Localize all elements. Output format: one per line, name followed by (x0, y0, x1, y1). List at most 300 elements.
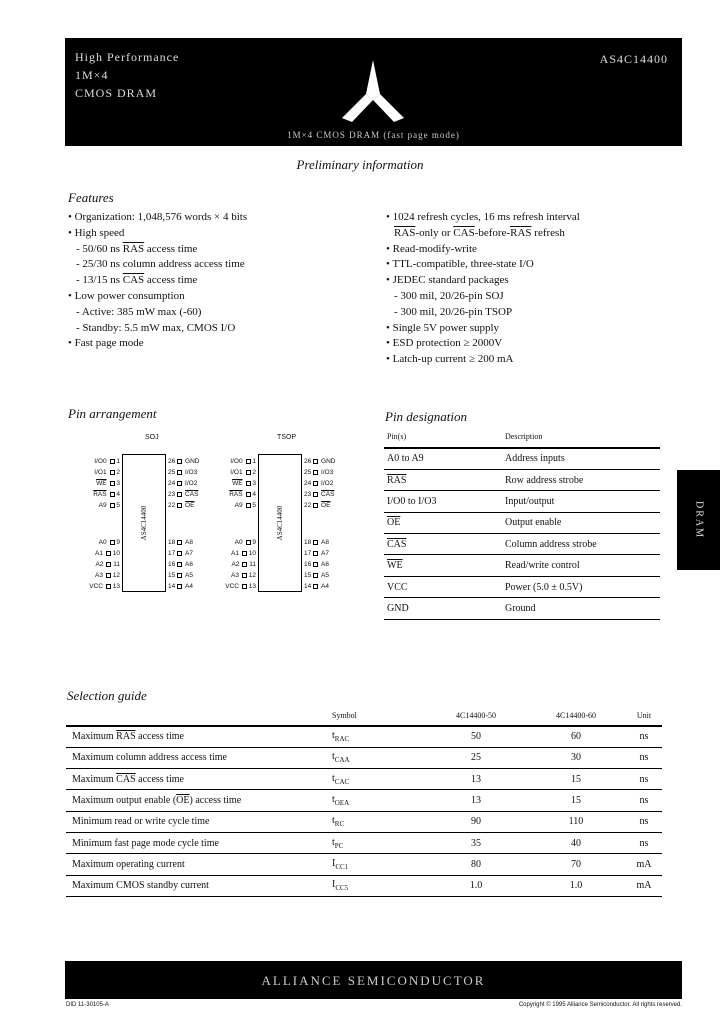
pin-number: 4 (114, 491, 120, 498)
description-cell: Input/output (502, 491, 660, 512)
pin-box (313, 492, 318, 497)
pin-right (304, 539, 329, 546)
feature-text: 13/15 ns (82, 274, 123, 287)
description-cell: Row address strobe (502, 469, 660, 490)
pin-number: 2 (250, 469, 256, 476)
pin-number: 11 (247, 561, 256, 568)
pin-box (313, 503, 318, 508)
value-60-cell: 15 (526, 790, 626, 811)
pin-number: 12 (246, 572, 256, 579)
feature-bullet: • (68, 337, 75, 350)
pin-box (313, 540, 318, 545)
pin-number: 4 (250, 491, 256, 498)
value-50-cell: 13 (426, 769, 526, 790)
pin-box (177, 470, 182, 475)
header-line-3: CMOS DRAM (75, 86, 158, 100)
pin-signal: A5 (321, 572, 329, 579)
pin-number: 15 (304, 572, 314, 579)
feature-bullet: • (386, 321, 393, 334)
pin-right (304, 583, 329, 590)
symbol-letter: I (332, 857, 336, 869)
selection-row (66, 790, 662, 811)
pin-designation-table (384, 428, 660, 620)
feature-item (386, 242, 580, 258)
pin-signal: A3 (95, 572, 103, 579)
pin-signal: $\overline{OE}$ (321, 502, 331, 509)
pin-cell (384, 555, 502, 576)
copyright: Copyright © 1995 Alliance Semiconductor. All rights reserved. (518, 1002, 682, 1008)
overbar-signal: $\overline{RAS}$ (116, 731, 136, 743)
pin-right (304, 458, 336, 465)
pin-box (313, 551, 318, 556)
pin-designation-row (384, 598, 660, 619)
symbol-cell (326, 769, 426, 790)
pin-left (95, 561, 120, 568)
column-header: Symbol (326, 708, 426, 726)
pin-name: VCC (387, 581, 408, 593)
chip-body (122, 454, 166, 592)
parameter-cell (66, 790, 326, 811)
header-banner (65, 38, 682, 146)
symbol-letter: t (332, 730, 335, 742)
text-span: access time (135, 731, 184, 743)
pin-box (177, 459, 182, 464)
doc-id: DID 11-30105-A (66, 1002, 109, 1008)
pin-number: 26 (304, 458, 314, 465)
feature-text: Organization: 1,048,576 words × 4 bits (74, 211, 248, 223)
pin-number: 5 (114, 502, 120, 509)
feature-text: -before- (474, 226, 511, 239)
header-line-1: High Performance (75, 50, 180, 64)
pin-cell (384, 534, 502, 555)
feature-item (386, 210, 580, 226)
pin-signal: A6 (185, 561, 193, 568)
pin-right (304, 572, 329, 579)
symbol-letter: t (332, 794, 335, 806)
pin-cell (384, 448, 502, 469)
pin-left (99, 539, 120, 546)
pin-signal: A0 (98, 539, 107, 546)
pin-right (168, 583, 193, 590)
overbar-signal: $\overline{OE}$ (176, 795, 190, 807)
unit-cell: ns (626, 726, 662, 747)
pin-left (93, 491, 120, 498)
description-cell: Column address strobe (502, 534, 660, 555)
feature-text: Active: 385 mW max (-60) (81, 305, 202, 318)
pin-box (313, 481, 318, 486)
pin-number: 11 (111, 561, 120, 568)
unit-cell: ns (626, 790, 662, 811)
pin-signal: VCC (89, 583, 103, 590)
pin-left (230, 469, 256, 476)
pin-number: 1 (250, 458, 256, 465)
pin-designation-row (384, 534, 660, 555)
feature-text: Single 5V power supply (392, 321, 500, 334)
parameter-cell (66, 769, 326, 790)
pin-signal: GND (185, 458, 200, 465)
selection-row (66, 747, 662, 768)
symbol-subscript: RAC (334, 735, 350, 744)
parameter-cell: Minimum fast page mode cycle time (66, 832, 326, 853)
pin-left (231, 561, 256, 568)
pin-right (168, 550, 193, 557)
overbar-signal: $\overline{CAS}$ (122, 274, 145, 287)
unit-cell: ns (626, 769, 662, 790)
pin-number: 13 (110, 583, 120, 590)
selection-row (66, 726, 662, 747)
overbar-signal: $\overline{CAS}$ (116, 773, 136, 785)
pin-signal: A5 (185, 572, 193, 579)
pin-designation-row (384, 491, 660, 512)
value-50-cell: 25 (426, 747, 526, 768)
pin-signal: A8 (185, 539, 193, 546)
pin-box (313, 459, 318, 464)
feature-text: TTL-compatible, three-state I/O (392, 258, 534, 271)
pin-box (177, 503, 182, 508)
pin-number: 1 (114, 458, 120, 465)
pin-designation-row (384, 555, 660, 576)
feature-item (68, 336, 247, 352)
pin-number: 24 (304, 480, 314, 487)
pin-designation-row (384, 512, 660, 533)
parameter-cell: Minimum read or write cycle time (66, 811, 326, 832)
feature-item (68, 321, 247, 337)
symbol-cell (326, 875, 426, 896)
feature-bullet: - (76, 321, 83, 334)
description-cell: Ground (502, 598, 660, 619)
feature-bullet: - (76, 305, 82, 318)
pin-number: 24 (168, 480, 178, 487)
value-60-cell: 70 (526, 854, 626, 875)
feature-bullet: • (68, 211, 75, 223)
pin-number: 14 (304, 583, 314, 590)
pin-signal: A8 (321, 539, 329, 546)
pin-designation-row (384, 469, 660, 490)
pin-signal: A2 (231, 561, 240, 568)
feature-text: High speed (74, 226, 125, 239)
dram-side-tab (677, 470, 720, 570)
pin-right (168, 561, 193, 568)
value-50-cell: 80 (426, 854, 526, 875)
feature-text: access time (144, 274, 198, 287)
selection-row (66, 832, 662, 853)
feature-item (386, 289, 580, 305)
symbol-cell (326, 811, 426, 832)
pin-right (304, 469, 333, 476)
pin-number: 9 (250, 539, 256, 546)
parameter-cell: Maximum column address access time (66, 747, 326, 768)
pin-number: 23 (304, 491, 314, 498)
pin-designation-row (384, 576, 660, 597)
pin-signal: A2 (95, 561, 104, 568)
symbol-cell (326, 790, 426, 811)
unit-cell: ns (626, 811, 662, 832)
pin-left (235, 502, 256, 509)
pin-box (313, 584, 318, 589)
pin-right (168, 469, 197, 476)
pin-box (313, 573, 318, 578)
pin-number: 17 (304, 550, 314, 557)
pin-name: GND (387, 602, 409, 614)
pin-box (177, 551, 182, 556)
symbol-cell (326, 854, 426, 875)
pin-name: $\overline{RAS}$ (387, 474, 407, 486)
pin-signal: $\overline{OE}$ (185, 502, 195, 509)
feature-text: 50/60 ns (82, 242, 123, 255)
pin-right (304, 480, 333, 487)
pin-number: 22 (168, 502, 178, 509)
feature-bullet: • (68, 226, 75, 239)
feature-bullet: - (394, 305, 401, 318)
footer-company: ALLIANCE SEMICONDUCTOR (261, 973, 486, 988)
value-50-cell: 13 (426, 790, 526, 811)
pin-signal: I/O2 (321, 480, 334, 487)
pin-signal: A7 (321, 550, 329, 557)
col-pins: Pin(s) (384, 428, 502, 448)
unit-cell: ns (626, 747, 662, 768)
pin-number: 16 (168, 561, 178, 568)
feature-item (386, 352, 580, 368)
value-60-cell: 40 (526, 832, 626, 853)
pin-signal: A1 (231, 550, 239, 557)
pin-number: 13 (246, 583, 256, 590)
pin-left (94, 469, 120, 476)
selection-guide-table (66, 708, 662, 897)
pin-signal: VCC (225, 583, 239, 590)
symbol-letter: t (332, 751, 335, 763)
pin-signal: I/O0 (94, 458, 107, 465)
pin-box (177, 540, 182, 545)
feature-bullet: • (386, 274, 393, 287)
feature-text: ESD protection ≥ 2000V (392, 337, 503, 350)
pin-signal: I/O3 (321, 469, 334, 476)
pin-signal: I/O0 (230, 458, 243, 465)
pin-left (231, 550, 256, 557)
pin-left (235, 539, 256, 546)
feature-bullet: • (386, 337, 393, 350)
pin-cell (384, 469, 502, 490)
unit-cell: mA (626, 854, 662, 875)
pin-number: 15 (168, 572, 178, 579)
pin-left (231, 572, 256, 579)
pin-left (95, 572, 120, 579)
text-span: Maximum (72, 773, 117, 785)
pin-number: 25 (168, 469, 178, 476)
pin-right (168, 458, 200, 465)
pin-signal: A9 (98, 502, 107, 509)
pin-designation-row (384, 448, 660, 469)
feature-item (386, 273, 580, 289)
text-span: Maximum output enable ( (72, 795, 177, 807)
feature-item (68, 273, 247, 289)
pin-left (95, 550, 120, 557)
value-50-cell: 35 (426, 832, 526, 853)
feature-text: Read-modify-write (392, 242, 477, 255)
feature-text: Fast page mode (74, 337, 144, 350)
pin-signal: A4 (185, 583, 193, 590)
pin-number: 2 (114, 469, 120, 476)
pin-signal: I/O1 (230, 469, 243, 476)
symbol-subscript: RC (334, 820, 345, 829)
symbol-cell (326, 726, 426, 747)
package-name-soj: SOJ (145, 434, 159, 441)
pin-number: 25 (304, 469, 314, 476)
pin-number: 22 (304, 502, 314, 509)
chip-body (258, 454, 302, 592)
pin-signal: $\overline{CAS}$ (321, 491, 335, 498)
text-span: Maximum (72, 731, 117, 743)
pin-number: 5 (250, 502, 256, 509)
header-line-2: 1M×4 (75, 68, 109, 82)
symbol-cell (326, 832, 426, 853)
pin-left (229, 491, 256, 498)
text-span: access time (135, 773, 184, 785)
pin-signal: A6 (321, 561, 329, 568)
selection-row (66, 854, 662, 875)
symbol-subscript: OEA (334, 799, 350, 808)
feature-text: 1024 refresh cycles, 16 ms refresh interval (392, 211, 580, 223)
symbol-subscript: PC (334, 841, 344, 850)
feature-text: Latch-up current ≥ 200 mA (392, 353, 514, 366)
text-span: ) access time (189, 795, 242, 807)
column-header: Unit (626, 708, 662, 726)
feature-item (68, 210, 247, 226)
pin-number: 10 (246, 550, 256, 557)
footer-banner (65, 961, 682, 999)
feature-bullet: • (68, 289, 75, 302)
pin-name: I/O0 to I/O3 (387, 495, 437, 507)
pin-number: 17 (168, 550, 178, 557)
pin-signal: A4 (321, 583, 329, 590)
symbol-letter: t (332, 815, 335, 827)
pin-left (230, 458, 256, 465)
pin-designation-heading: Pin designation (385, 409, 467, 424)
feature-text: JEDEC standard packages (392, 274, 509, 287)
features-right-list (386, 210, 580, 368)
parameter-cell: Maximum operating current (66, 854, 326, 875)
pin-box (313, 562, 318, 567)
unit-cell: mA (626, 875, 662, 896)
pin-signal: I/O2 (185, 480, 198, 487)
pin-number: 14 (168, 583, 178, 590)
feature-bullet: • (386, 211, 393, 223)
pin-signal: I/O3 (185, 469, 198, 476)
pin-signal: $\overline{RAS}$ (229, 491, 243, 498)
overbar-signal: $\overline{RAS}$ (394, 226, 416, 239)
feature-bullet: - (76, 258, 83, 271)
chip-label: AS4C14400 (276, 505, 284, 541)
pin-signal: I/O1 (94, 469, 107, 476)
pin-box (177, 562, 182, 567)
column-header: 4C14400-60 (526, 708, 626, 726)
symbol-subscript: CC1 (335, 862, 349, 871)
parameter-cell: Maximum CMOS standby current (66, 875, 326, 896)
selection-row (66, 769, 662, 790)
value-60-cell: 30 (526, 747, 626, 768)
feature-text: Low power consumption (74, 289, 185, 302)
pin-left (96, 480, 120, 487)
value-60-cell: 15 (526, 769, 626, 790)
feature-text: -only or (415, 226, 454, 239)
pin-right (168, 491, 198, 498)
pin-signal: A1 (95, 550, 103, 557)
pin-left (99, 502, 120, 509)
pin-cell (384, 598, 502, 619)
symbol-letter: t (332, 772, 335, 784)
pin-right (168, 502, 194, 509)
pin-box (177, 573, 182, 578)
pin-right (304, 561, 329, 568)
value-60-cell: 60 (526, 726, 626, 747)
pin-left (89, 583, 120, 590)
feature-item (68, 289, 247, 305)
feature-item (68, 226, 247, 242)
feature-text: access time (144, 242, 198, 255)
pin-right (304, 502, 330, 509)
pin-right (168, 539, 193, 546)
unit-cell: ns (626, 832, 662, 853)
pin-number: 26 (168, 458, 178, 465)
feature-bullet: - (394, 289, 401, 302)
symbol-letter: I (332, 879, 336, 891)
pin-signal: $\overline{WE}$ (232, 480, 243, 487)
pin-box (177, 481, 182, 486)
symbol-subscript: CC5 (335, 884, 349, 893)
pin-number: 3 (250, 480, 256, 487)
description-cell: Power (5.0 ± 0.5V) (502, 576, 660, 597)
feature-text: 300 mil, 20/26-pin SOJ (400, 289, 504, 302)
value-60-cell: 110 (526, 811, 626, 832)
side-tab-label: DRAM (693, 500, 704, 540)
feature-item (386, 336, 580, 352)
pin-number: 3 (114, 480, 120, 487)
pin-number: 12 (110, 572, 120, 579)
features-heading: Features (68, 190, 114, 205)
value-60-cell: 1.0 (526, 875, 626, 896)
alliance-logo-icon (338, 56, 408, 128)
pin-cell (384, 512, 502, 533)
pin-cell (384, 491, 502, 512)
feature-bullet: - (76, 242, 83, 255)
pin-signal: $\overline{CAS}$ (185, 491, 199, 498)
description-cell: Read/write control (502, 555, 660, 576)
value-50-cell: 90 (426, 811, 526, 832)
pin-left (225, 583, 256, 590)
feature-bullet: • (386, 242, 393, 255)
description-cell: Output enable (502, 512, 660, 533)
pin-name: $\overline{OE}$ (387, 517, 401, 529)
parameter-cell (66, 726, 326, 747)
part-number: AS4C14400 (599, 52, 668, 66)
pin-number: 23 (168, 491, 178, 498)
pin-signal: $\overline{WE}$ (96, 480, 107, 487)
pin-box (177, 492, 182, 497)
feature-item (68, 305, 247, 321)
feature-item (386, 305, 580, 321)
feature-item (68, 242, 247, 258)
feature-item (386, 226, 580, 242)
pin-left (232, 480, 256, 487)
preliminary-info: Preliminary information (296, 157, 424, 172)
pin-arrangement-heading: Pin arrangement (68, 406, 157, 421)
header-subtitle: 1M×4 CMOS DRAM (fast page mode) (287, 130, 460, 140)
pin-number: 18 (168, 539, 178, 546)
features-left-list (68, 210, 247, 352)
value-50-cell: 1.0 (426, 875, 526, 896)
overbar-signal: $\overline{RAS}$ (510, 226, 532, 239)
pin-signal: A7 (185, 550, 193, 557)
feature-item (386, 257, 580, 273)
